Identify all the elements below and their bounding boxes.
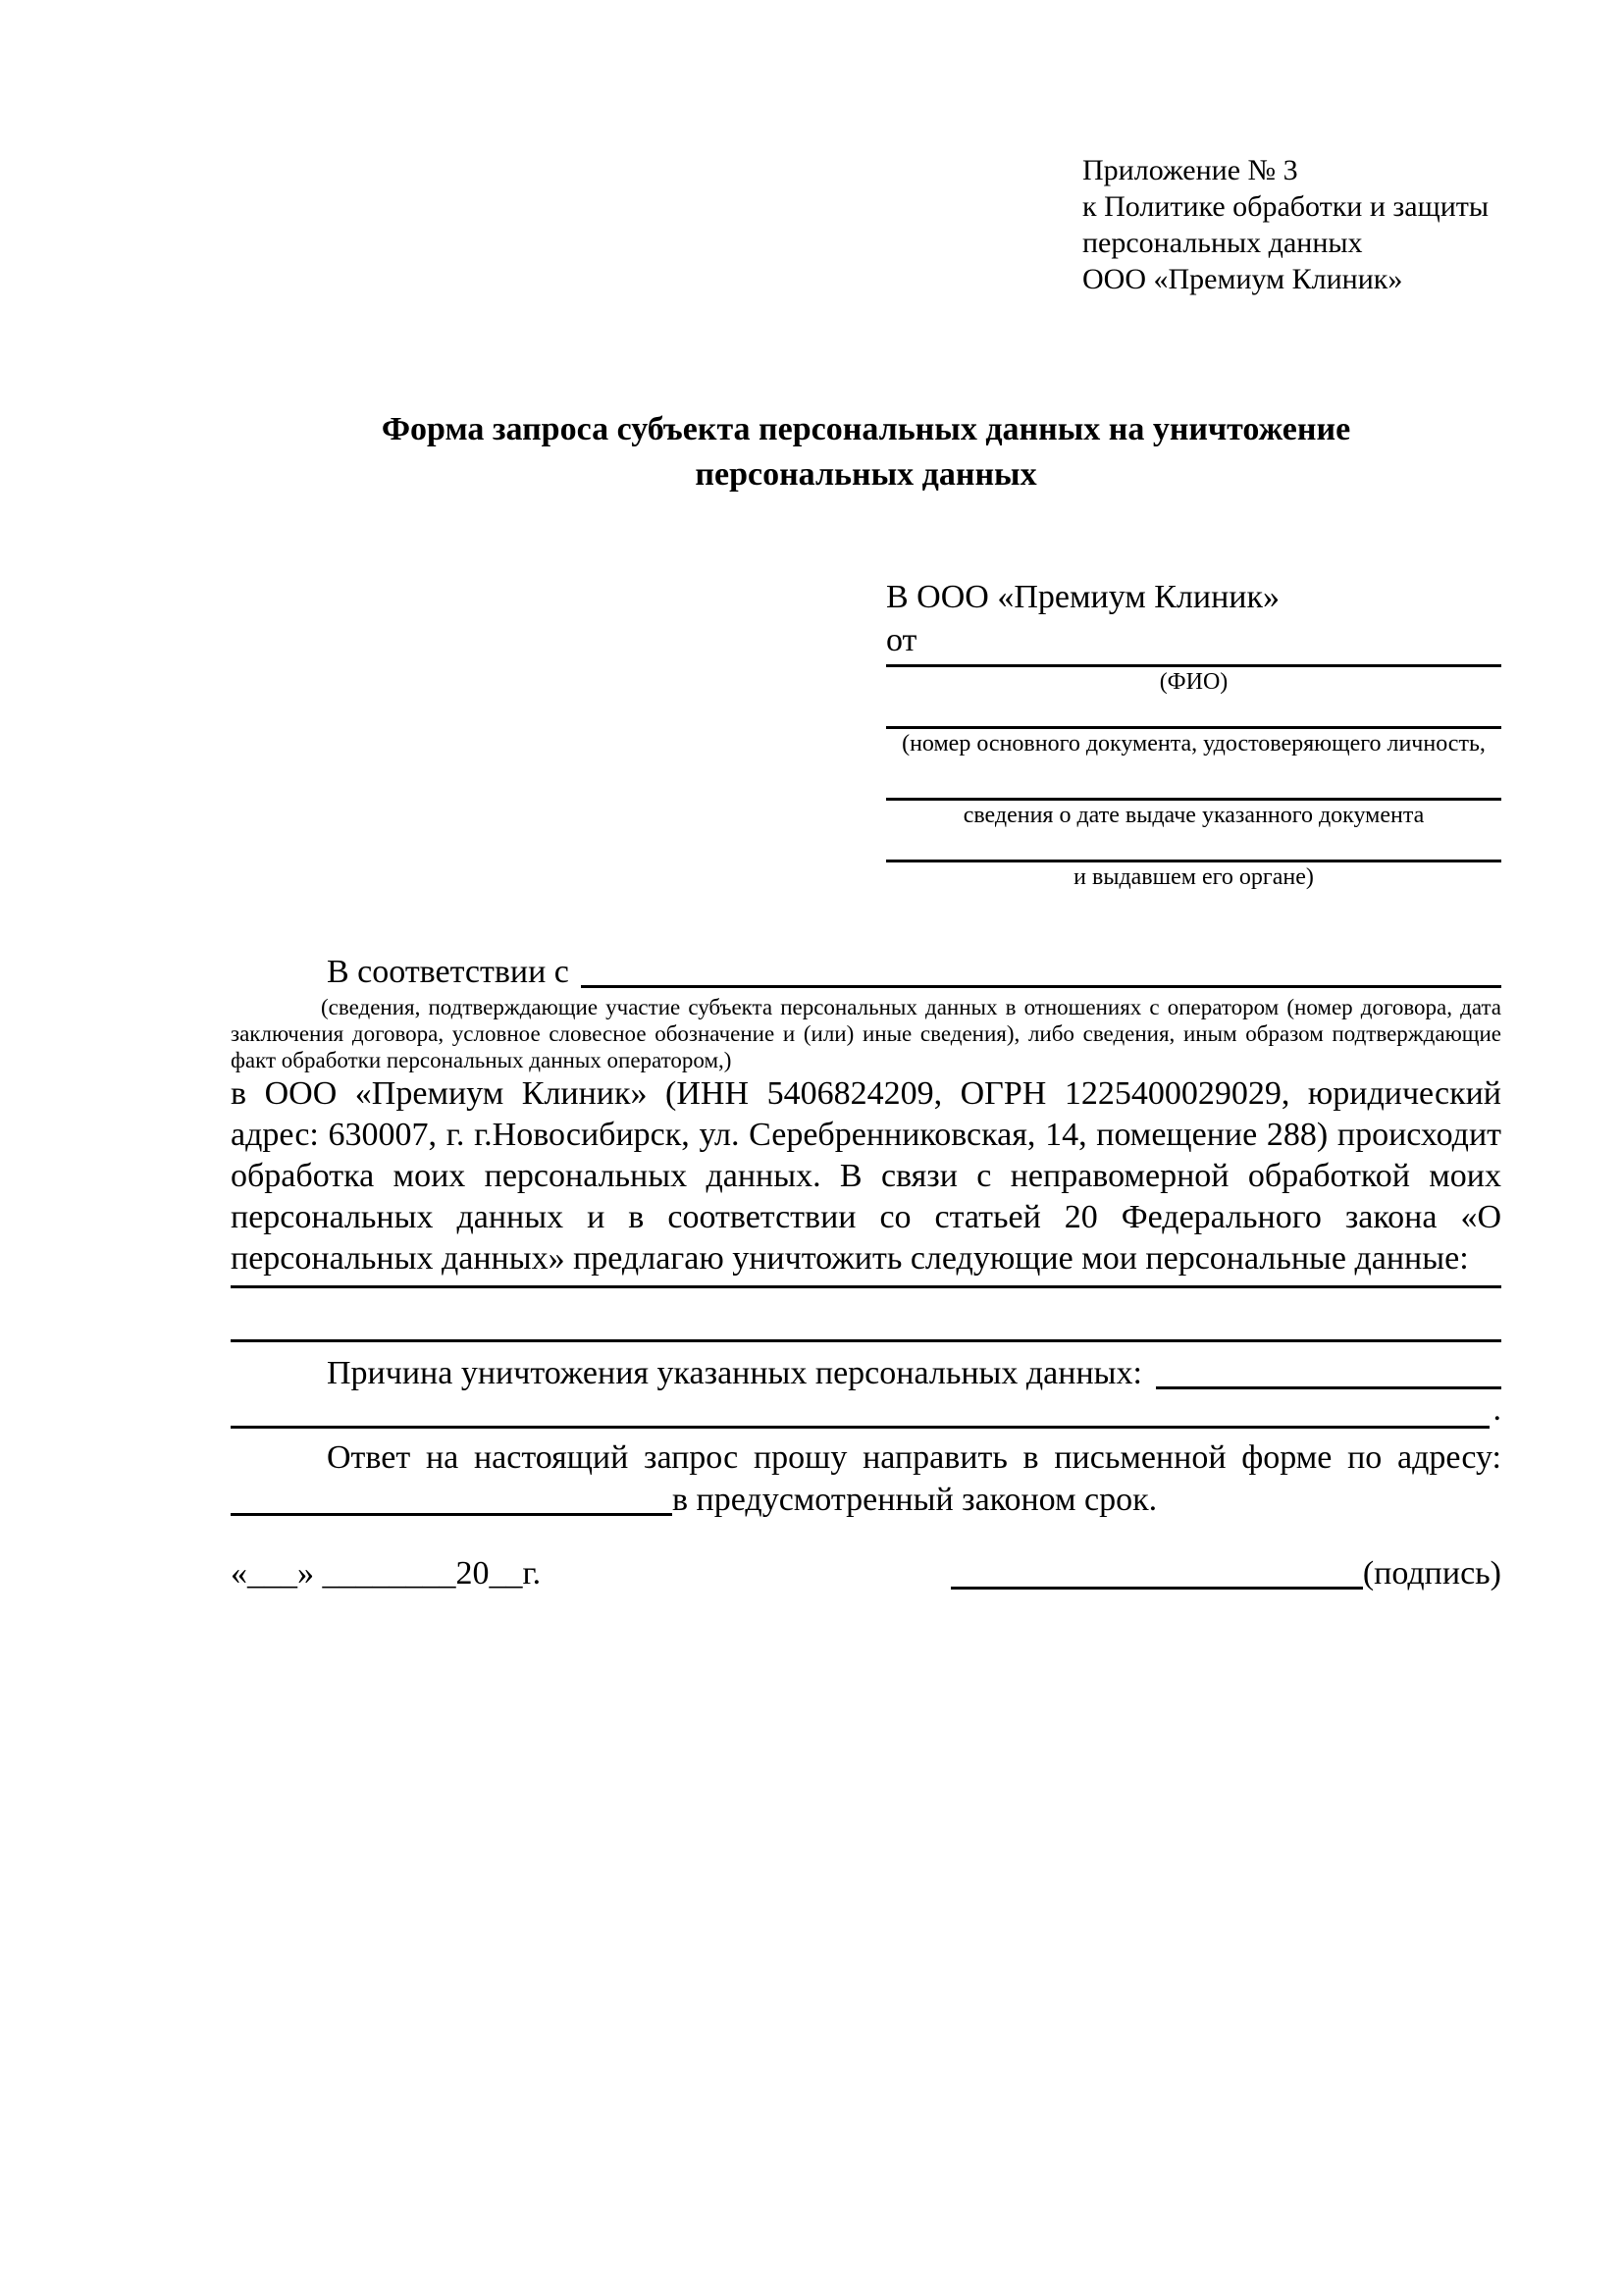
line-end-period: . — [1492, 1391, 1501, 1428]
fio-field-caption: (ФИО) — [1159, 669, 1229, 695]
reason-fill-line-2 — [231, 1426, 1490, 1429]
document-number-fill-line — [886, 697, 1501, 729]
appendix-header-line: ООО «Премиум Клиник» — [1082, 263, 1403, 295]
issue-date-caption: сведения о дате выдаче указанного документа — [963, 803, 1425, 828]
issuing-authority-caption: и выдавшем его органе) — [1073, 864, 1314, 890]
response-address-row — [231, 1479, 1501, 1521]
appendix-header-line: к Политике обработки и защиты — [1082, 190, 1490, 223]
accordance-label: В соответствии с — [327, 954, 569, 990]
signature-group — [951, 1552, 1501, 1594]
issue-date-fill-line — [886, 758, 1501, 801]
addressee-from-label: от — [886, 622, 917, 658]
appendix-header-line: персональных данных — [1082, 227, 1363, 259]
reason-label: Причина уничтожения указанных персональных данных: — [327, 1355, 1142, 1391]
addressee-block — [886, 576, 1501, 892]
reason-fill-line — [1156, 1386, 1501, 1389]
addressee-organization: В ООО «Премиум Клиник» — [886, 579, 1281, 615]
date-placeholder: «___» ________20__г. — [231, 1555, 542, 1592]
accordance-fill-line — [581, 985, 1501, 988]
document-title: Форма запроса субъекта персональных данных на уничтожение персональных данных — [381, 411, 1351, 493]
appendix-header-line: Приложение № 3 — [1082, 154, 1298, 186]
accordance-row — [231, 951, 1501, 994]
footer-row — [231, 1552, 1501, 1594]
response-request-paragraph: Ответ на настоящий запрос прошу направить в письменной форме по адресу: — [327, 1439, 1501, 1476]
address-fill-line — [231, 1513, 672, 1516]
document-number-caption: (номер основного документа, удостоверяющего личность, — [902, 731, 1486, 757]
signature-fill-line — [951, 1587, 1363, 1590]
personal-data-fill-line-2 — [231, 1288, 1501, 1342]
issuing-authority-fill-line — [886, 830, 1501, 862]
appendix-header — [1082, 152, 1501, 297]
reason-continuation-row — [231, 1391, 1501, 1429]
signature-caption: (подпись) — [1362, 1555, 1501, 1592]
accordance-note: (сведения, подтверждающие участие субъекта персональных данных в отношениях с оператором (номер договора, дата заключения договора, условное словесное обозначение и (или) иные сведения), либо сведения, иным образом подтверждающие факт обработки персональных данных оператором,) — [231, 995, 1501, 1072]
reason-row — [231, 1352, 1501, 1395]
main-paragraph: в ООО «Премиум Клиник» (ИНН 5406824209, ОГРН 1225400029029, юридический адрес: 630007, г. г.Новосибирск, ул. Серебренниковская, 14, помещение 288) происходит обработка моих персональных данных. В связи с неправомерной обработкой моих персональных данных и в соответствии со статьей 20 Федерального закона «О персональных данных» предлагаю уничтожить следующие мои персональные данные: — [231, 1075, 1501, 1277]
response-suffix: в предусмотренный законом срок. — [672, 1482, 1158, 1518]
